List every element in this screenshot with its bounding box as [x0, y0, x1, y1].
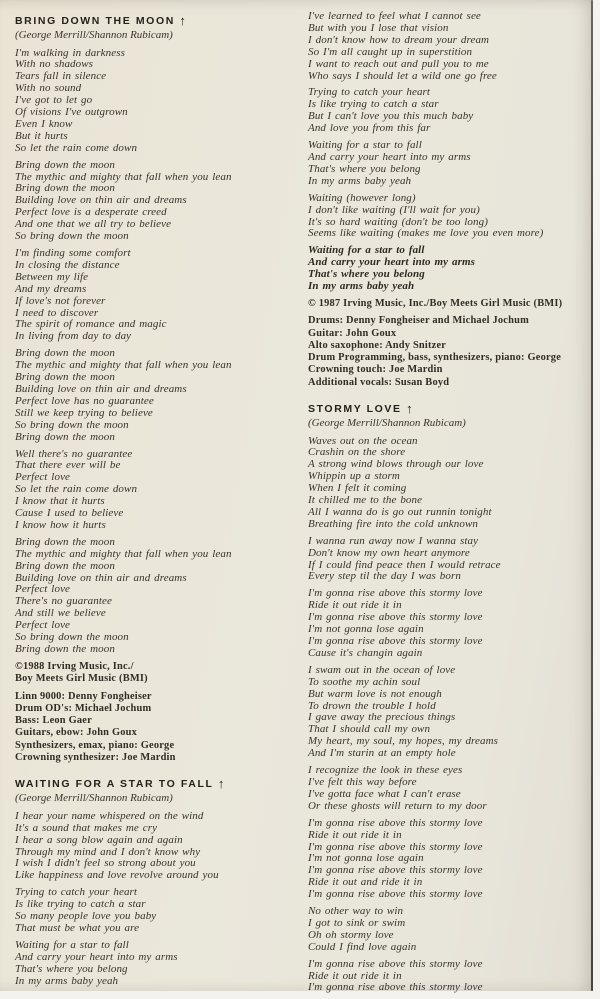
lyric-line: Tears fall in silence	[15, 71, 303, 83]
scan-background	[593, 0, 600, 991]
lyric-line: I've learned to feel what I cannot see	[308, 11, 596, 23]
lyric-line: Building love on thin air and dreams	[15, 573, 303, 585]
lyric-line: My heart, my soul, my hopes, my dreams	[308, 736, 596, 748]
song-title-text: BRING DOWN THE MOON	[15, 15, 179, 27]
lyric-line: Breathing fire into the cold unknown	[308, 519, 596, 531]
lyric-line: I hear a song blow again and again	[15, 835, 303, 847]
lyric-line: I wanna run away now I wanna stay	[308, 536, 596, 548]
credit-line: Crowning touch: Joe Mardin	[308, 364, 596, 376]
lyric-line: With no sound	[15, 83, 303, 95]
lyric-line: And still we believe	[15, 608, 303, 620]
up-arrow-icon: ↑	[406, 401, 413, 416]
lyric-line: In my arms baby yeah	[308, 176, 596, 188]
lyric-line: The spirit of romance and magic	[15, 319, 303, 331]
lyrics-stanza	[308, 765, 596, 813]
lyric-line: I know that it hurts	[15, 496, 303, 508]
lyric-line: I'm gonna rise above this stormy love	[308, 818, 596, 830]
lyric-line: Bring down the moon	[15, 160, 303, 172]
lyric-line: Every step til the day I was born	[308, 571, 596, 583]
lyric-line: I'm walking in darkness	[15, 48, 303, 60]
lyric-line: When I felt it coming	[308, 483, 596, 495]
copyright-notice	[15, 661, 303, 686]
credit-line: Boy Meets Girl Music (BMI)	[15, 673, 303, 685]
lyrics-stanza	[15, 449, 303, 532]
lyric-line: To drown the trouble I hold	[308, 701, 596, 713]
lyric-line: But warm love is not enough	[308, 689, 596, 701]
credit-line: Synthesizers, emax, piano: George	[15, 740, 303, 752]
lyric-line: That there ever will be	[15, 460, 303, 472]
lyric-line: And love you from this far	[308, 123, 596, 135]
lyric-line: I know how it hurts	[15, 520, 303, 532]
lyric-line: To soothe my achin soul	[308, 677, 596, 689]
lyrics-stanza	[308, 536, 596, 584]
credit-line: Crowning synthesizer: Joe Mardin	[15, 752, 303, 764]
lyrics-stanza	[308, 11, 596, 82]
lyric-line: Of visions I've outgrown	[15, 107, 303, 119]
lyric-line: I got to sink or swim	[308, 918, 596, 930]
lyrics-stanza	[308, 959, 596, 995]
lyric-line: The mythic and mighty that fall when you lean	[15, 549, 303, 561]
lyric-line: Trying to catch your heart	[15, 887, 303, 899]
lyric-line: And carry your heart into my arms	[308, 257, 596, 269]
lyric-line: Perfect love	[15, 620, 303, 632]
lyric-line: I'm gonna rise above this stormy love	[308, 612, 596, 624]
lyrics-stanza	[308, 906, 596, 954]
credit-line: Linn 9000: Denny Fongheiser	[15, 691, 303, 703]
lyric-line: I swam out in the ocean of love	[308, 665, 596, 677]
lyric-line: But with you I lose that vision	[308, 23, 596, 35]
up-arrow-icon: ↑	[179, 13, 186, 28]
credit-line: Alto saxophone: Andy Snitzer	[308, 340, 596, 352]
lyrics-stanza	[15, 537, 303, 656]
lyric-line: So I'm all caught up in superstition	[308, 47, 596, 59]
lyric-line: I'm gonna rise above this stormy love	[308, 889, 596, 901]
lyric-line: And I'm starin at an empty hole	[308, 748, 596, 760]
lyric-line: With no shadows	[15, 59, 303, 71]
lyric-line: Ride it out ride it in	[308, 830, 596, 842]
lyric-line: It chilled me to the bone	[308, 495, 596, 507]
lyric-line: I'm gonna rise above this stormy love	[308, 636, 596, 648]
lyric-line: Bring down the moon	[15, 537, 303, 549]
lyric-line: I recognize the look in these eyes	[308, 765, 596, 777]
up-arrow-icon: ↑	[218, 776, 225, 791]
lyrics-stanza	[15, 248, 303, 343]
lyric-line: I'm gonna rise above this stormy love	[308, 865, 596, 877]
musician-credits	[15, 691, 303, 765]
lyric-line: Well there's no guarantee	[15, 449, 303, 461]
lyric-line: Bring down the moon	[15, 432, 303, 444]
lyric-line: In closing the distance	[15, 260, 303, 272]
song-title-text: WAITING FOR A STAR TO FALL	[15, 778, 218, 790]
lyric-line: A strong wind blows through our love	[308, 459, 596, 471]
lyric-line: Still we keep trying to believe	[15, 408, 303, 420]
lyric-line: In living from day to day	[15, 331, 303, 343]
lyric-line: Ride it out ride it in	[308, 600, 596, 612]
lyrics-stanza	[15, 940, 303, 988]
lyric-line: I'm not gonna lose again	[308, 853, 596, 865]
songwriter-credit: (George Merrill/Shannon Rubicam)	[15, 29, 303, 42]
lyric-line: The mythic and mighty that fall when you lean	[15, 360, 303, 372]
lyric-line: Seems like waiting (makes me love you even more)	[308, 228, 596, 240]
lyric-line: I don't know how to dream your dream	[308, 35, 596, 47]
lyric-line: Bring down the moon	[15, 561, 303, 573]
lyric-line: Trying to catch your heart	[308, 87, 596, 99]
lyric-line: Through my mind and I don't know why	[15, 847, 303, 859]
lyric-line: That's where you belong	[15, 964, 303, 976]
lyric-line: I gave away the precious things	[308, 712, 596, 724]
lyric-line: Perfect love has no guarantee	[15, 396, 303, 408]
lyric-line: Crashin on the shore	[308, 447, 596, 459]
lyric-line: Don't know my own heart anymore	[308, 548, 596, 560]
lyric-line: Even I know	[15, 119, 303, 131]
lyric-line: I've gotta face what I can't erase	[308, 789, 596, 801]
lyric-line: I want to reach out and pull you to me	[308, 59, 596, 71]
lyric-line: No other way to win	[308, 906, 596, 918]
lyrics-stanza	[308, 665, 596, 760]
lyric-line: And my dreams	[15, 284, 303, 296]
lyrics-column-right	[308, 11, 596, 999]
lyric-line: Perfect love	[15, 472, 303, 484]
lyric-line: It's so hard waiting (don't be too long)	[308, 217, 596, 229]
credit-line: Additional vocals: Susan Boyd	[308, 377, 596, 389]
lyric-line: Bring down the moon	[15, 644, 303, 656]
lyric-line: I need to discover	[15, 308, 303, 320]
lyric-line: Cause I used to believe	[15, 508, 303, 520]
lyric-line: So let the rain come down	[15, 484, 303, 496]
song-title	[308, 401, 596, 416]
lyric-line: Who says I should let a wild one go free	[308, 71, 596, 83]
credit-line: Drum OD's: Michael Jochum	[15, 703, 303, 715]
lyric-line: Perfect love	[15, 584, 303, 596]
lyrics-stanza	[15, 887, 303, 935]
lyric-line: That's where you belong	[308, 164, 596, 176]
song-title	[15, 776, 303, 791]
lyric-line: Building love on thin air and dreams	[15, 195, 303, 207]
musician-credits	[308, 315, 596, 389]
lyric-line: Ride it out and ride it in	[308, 877, 596, 889]
lyric-line: I'm not gonna lose again	[308, 624, 596, 636]
lyric-line: There's no guarantee	[15, 596, 303, 608]
song-title-text: STORMY LOVE	[308, 403, 406, 415]
lyric-line: Or these ghosts will return to my door	[308, 801, 596, 813]
lyric-line: In my arms baby yeah	[15, 976, 303, 988]
lyric-line: Waiting (however long)	[308, 193, 596, 205]
lyrics-stanza	[308, 436, 596, 531]
lyric-line: Could I find love again	[308, 942, 596, 954]
lyrics-stanza	[15, 348, 303, 443]
lyrics-column-left	[15, 11, 303, 992]
song-title	[15, 13, 303, 28]
lyric-line: And one that we all try to believe	[15, 219, 303, 231]
lyric-line: Waiting for a star to fall	[15, 940, 303, 952]
credit-line: Guitar: John Goux	[308, 328, 596, 340]
lyric-line: Building love on thin air and dreams	[15, 384, 303, 396]
lyric-line: So many people love you baby	[15, 911, 303, 923]
lyric-line: But it hurts	[15, 131, 303, 143]
lyric-line: I'm gonna rise above this stormy love	[308, 842, 596, 854]
lyric-line: I wish I didn't feel so strong about you	[15, 858, 303, 870]
lyric-line: I'm finding some comfort	[15, 248, 303, 260]
lyrics-stanza	[308, 193, 596, 241]
lyric-line: I'm gonna rise above this stormy love	[308, 588, 596, 600]
lyrics-stanza	[15, 160, 303, 243]
lyric-line: Bring down the moon	[15, 348, 303, 360]
lyric-line: The mythic and mighty that fall when you lean	[15, 172, 303, 184]
copyright-notice	[308, 298, 596, 310]
lyric-line: I've felt this way before	[308, 777, 596, 789]
lyric-line: Like happiness and love revolve around you	[15, 870, 303, 882]
lyric-line: I'm gonna rise above this stormy love	[308, 982, 596, 994]
lyric-line: So bring down the moon	[15, 632, 303, 644]
lyric-line: So bring down the moon	[15, 420, 303, 432]
credit-line: Drums: Denny Fongheiser and Michael Jochum	[308, 315, 596, 327]
lyrics-stanza	[308, 140, 596, 188]
lyrics-stanza	[308, 87, 596, 135]
lyric-line: That I should call my own	[308, 724, 596, 736]
credit-line: Drum Programming, bass, synthesizers, piano: George	[308, 352, 596, 364]
lyric-line: Is like trying to catch a star	[308, 99, 596, 111]
lyric-line: Waiting for a star to fall	[308, 140, 596, 152]
lyrics-stanza	[308, 818, 596, 901]
lyric-line: I don't like waiting (I'll wait for you)	[308, 205, 596, 217]
lyric-line: In my arms baby yeah	[308, 281, 596, 293]
lyric-line: Waiting for a star to fall	[308, 245, 596, 257]
credit-line: Bass: Leon Gaer	[15, 715, 303, 727]
lyric-line: Perfect love is a desperate creed	[15, 207, 303, 219]
lyric-line: But I can't love you this much baby	[308, 111, 596, 123]
lyric-line: Cause it's changin again	[308, 648, 596, 660]
lyric-line: I'm gonna rise above this stormy love	[308, 959, 596, 971]
lyric-line: Whippin up a storm	[308, 471, 596, 483]
lyric-line: All I wanna do is go out runnin tonight	[308, 507, 596, 519]
lyric-line: I've got to let go	[15, 95, 303, 107]
lyrics-stanza	[15, 811, 303, 882]
lyric-line: Bring down the moon	[15, 183, 303, 195]
lyric-line: So bring down the moon	[15, 231, 303, 243]
lyric-line: If I could find peace then I would retrace	[308, 560, 596, 572]
lyric-line: That's where you belong	[308, 269, 596, 281]
lyric-line: If love's not forever	[15, 296, 303, 308]
credit-line: © 1987 Irving Music, Inc./Boy Meets Girl Music (BMI)	[308, 298, 596, 310]
lyric-line: That must be what you are	[15, 923, 303, 935]
lyric-line: Ride it out ride it in	[308, 971, 596, 983]
lyric-line: Bring down the moon	[15, 372, 303, 384]
credit-line: Guitars, ebow: John Goux	[15, 727, 303, 739]
lyric-line: Is like trying to catch a star	[15, 899, 303, 911]
lyric-line: It's a sound that makes me cry	[15, 823, 303, 835]
lyrics-stanza	[308, 245, 596, 293]
lyric-line: And carry your heart into my arms	[308, 152, 596, 164]
credit-line: ©1988 Irving Music, Inc./	[15, 661, 303, 673]
lyric-line: Waves out on the ocean	[308, 436, 596, 448]
songwriter-credit: (George Merrill/Shannon Rubicam)	[15, 792, 303, 805]
lyrics-stanza	[15, 48, 303, 155]
lyric-line: So let the rain come down	[15, 143, 303, 155]
lyric-line: Oh oh stormy love	[308, 930, 596, 942]
lyric-line: And carry your heart into my arms	[15, 952, 303, 964]
lyric-line: Between my life	[15, 272, 303, 284]
lyrics-stanza	[308, 588, 596, 659]
songwriter-credit: (George Merrill/Shannon Rubicam)	[308, 417, 596, 430]
lyric-line: I hear your name whispered on the wind	[15, 811, 303, 823]
